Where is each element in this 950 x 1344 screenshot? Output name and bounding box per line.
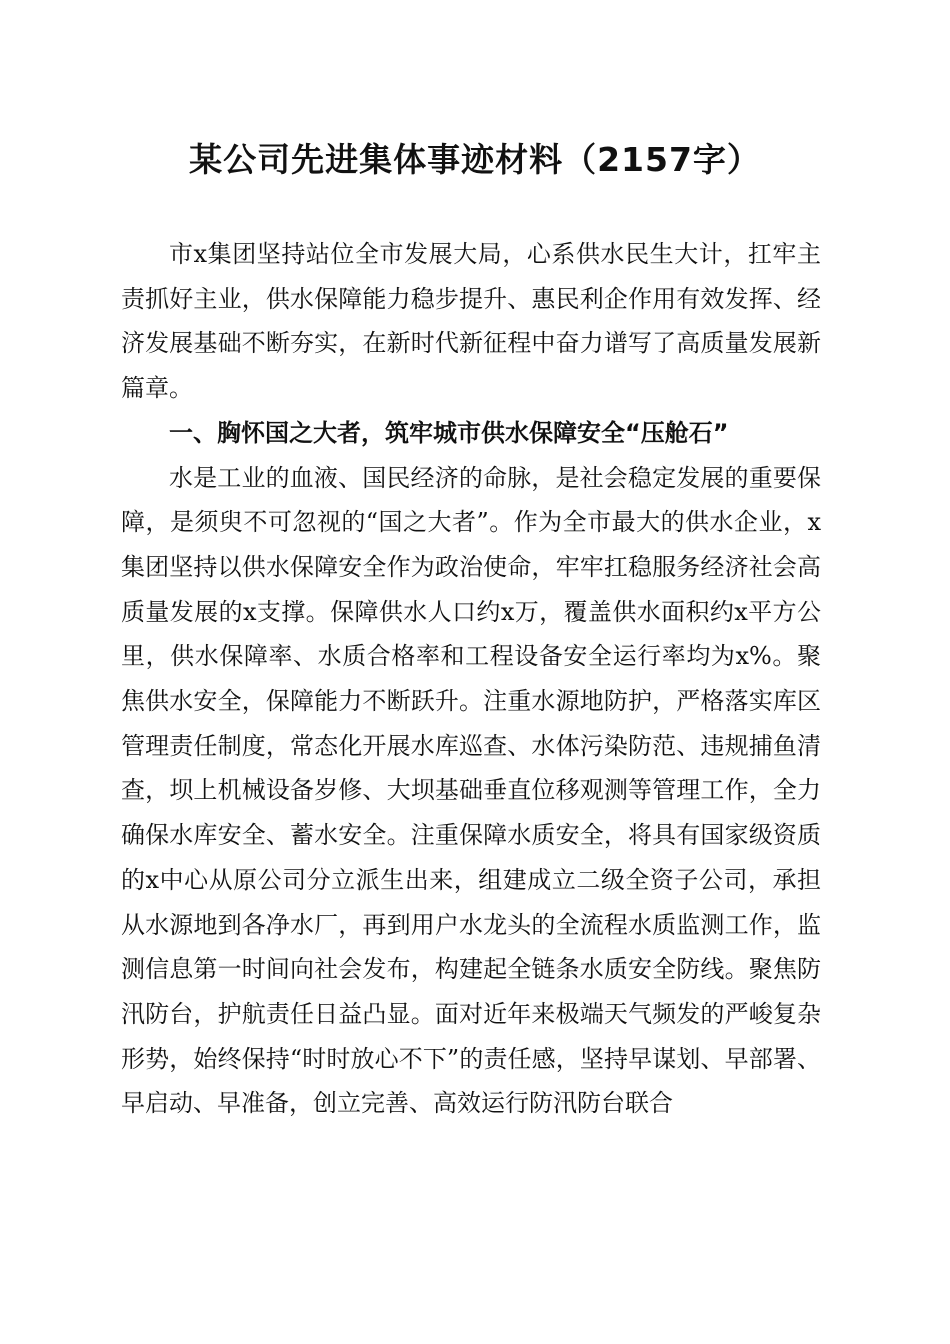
section-1-paragraph: 水是工业的血液、国民经济的命脉，是社会稳定发展的重要保障，是须臾不可忽视的“国之大者”。作为全市最大的供水企业，x集团坚持以供水保障安全作为政治使命，牢牢扛稳服务经济社会高质量发展的x支撑。保障供水人口约x万，覆盖供水面积约x平方公里，供水保障率、水质合格率和工程设备安全运行率均为x%。聚焦供水安全，保障能力不断跃升。注重水源地防护，严格落实库区管理责任制度，常态化开展水库巡查、水体污染防范、违规捕鱼清查，坝上机械设备岁修、大坝基础垂直位移观测等管理工作，全力确保水库安全、蓄水安全。注重保障水质安全，将具有国家级资质的x中心从原公司分立派生出来，组建成立二级全资子公司，承担从水源地到各净水厂，再到用户水龙头的全流程水质监测工作，监测信息第一时间向社会发布，构建起全链条水质安全防线。聚焦防汛防台，护航责任日益凸显。面对近年来极端天气频发的严峻复杂形势，始终保持“时时放心不下”的责任感，坚持早谋划、早部署、早启动、早准备，创立完善、高效运行防汛防台联合 [121, 463, 821, 1118]
intro-paragraph: 市x集团坚持站位全市发展大局，心系供水民生大计，扛牢主责抓好主业，供水保障能力稳步提升、惠民利企作用有效发挥、经济发展基础不断夯实，在新时代新征程中奋力谱写了高质量发展新篇章。 [121, 240, 821, 403]
document-body [121, 232, 821, 1126]
section-1-heading: 一、胸怀国之大者，筑牢城市供水保障安全“压舱石” [169, 418, 729, 447]
document-title: 某公司先进集体事迹材料（2157字） [189, 140, 761, 179]
